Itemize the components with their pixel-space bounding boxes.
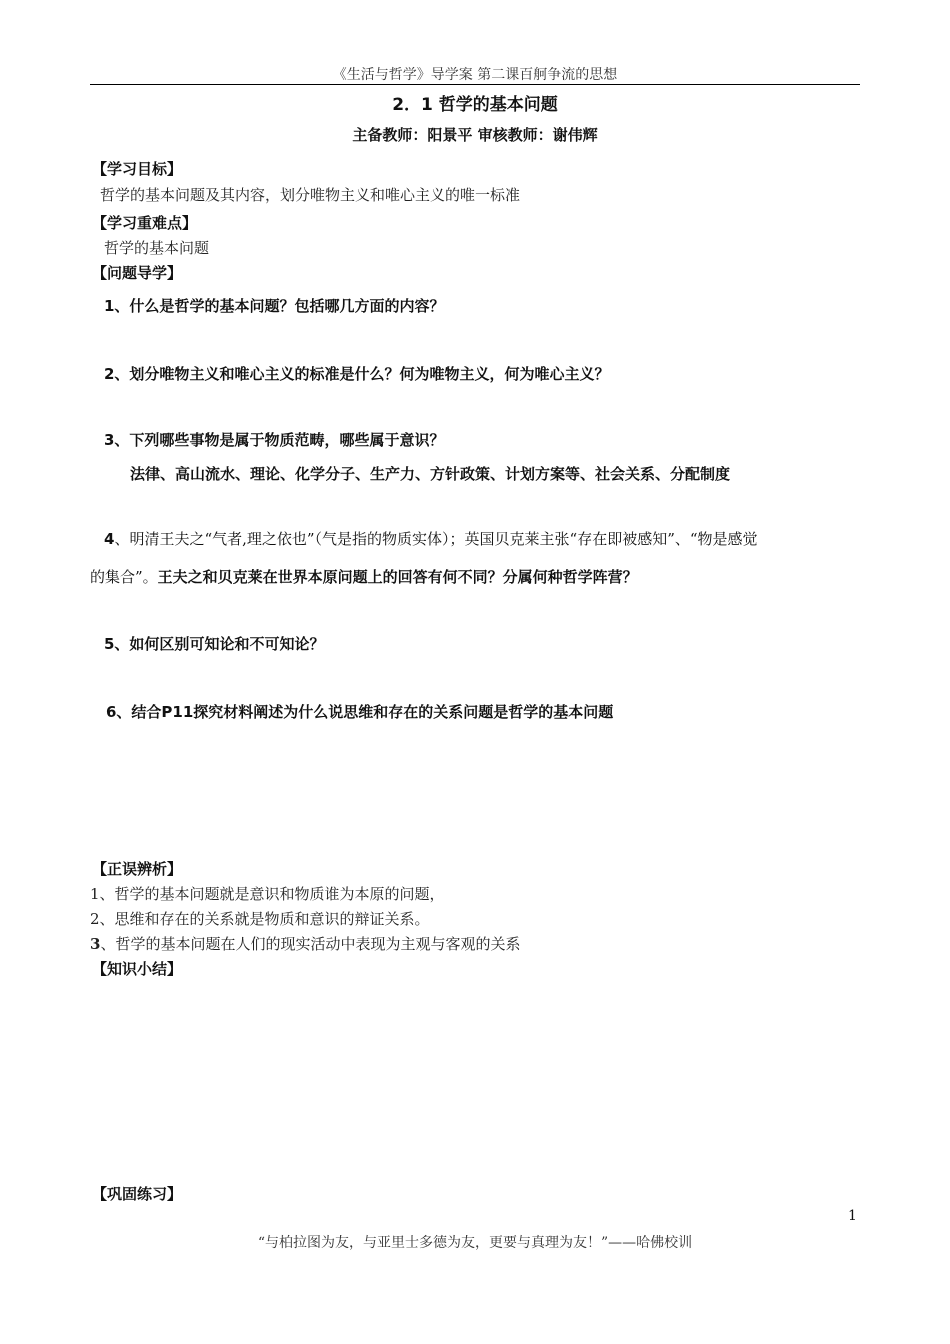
goals-heading: 【学习目标】 <box>92 160 183 178</box>
question-4-line1 <box>104 528 758 549</box>
practice-heading: 【巩固练习】 <box>92 1185 183 1203</box>
page-number: 1 <box>848 1208 857 1224</box>
teachers-line: 主备教师：阳景平 审核教师：谢伟辉 <box>352 126 598 144</box>
question-3: 3、下列哪些事物是属于物质范畴，哪些属于意识？ <box>104 431 445 449</box>
header-rule <box>90 84 860 85</box>
question-4-quote-end: 的集合”。 <box>90 568 158 586</box>
key-heading: 【学习重难点】 <box>92 214 198 232</box>
question-4-line2 <box>90 566 638 587</box>
correction-item-3-number: 3 <box>90 935 101 953</box>
question-5: 5、如何区别可知论和不可知论？ <box>104 635 325 653</box>
question-1: 1、什么是哲学的基本问题？包括哪几方面的内容？ <box>104 297 445 315</box>
correction-item-3-text: 、哲学的基本问题在人们的现实活动中表现为主观与客观的关系 <box>100 935 521 953</box>
page-title: 2．1 哲学的基本问题 <box>392 95 558 115</box>
guide-heading: 【问题导学】 <box>92 264 183 282</box>
correction-heading: 【正误辨析】 <box>92 860 183 878</box>
question-3-items: 法律、高山流水、理论、化学分子、生产力、方针政策、计划方案等、社会关系、分配制度 <box>130 465 731 483</box>
question-2: 2、划分唯物主义和唯心主义的标准是什么？何为唯物主义，何为唯心主义？ <box>104 365 610 383</box>
key-text: 哲学的基本问题 <box>104 239 210 257</box>
question-4-prompt: 王夫之和贝克莱在世界本原问题上的回答有何不同？分属何种哲学阵营？ <box>157 568 638 586</box>
running-header: 《生活与哲学》导学案 第二课百舸争流的思想 <box>332 67 618 83</box>
correction-item-1: 1、哲学的基本问题就是意识和物质谁为本原的问题， <box>90 885 445 903</box>
question-4-number: 4 <box>104 530 115 548</box>
question-6: 6、结合P11探究材料阐述为什么说思维和存在的关系问题是哲学的基本问题 <box>106 703 614 721</box>
question-4-quote: 、明清王夫之“气者,理之依也”（气是指的物质实体）；英国贝克莱主张“存在即被感知”、“物是感觉 <box>114 530 758 548</box>
footer-quote: “与柏拉图为友，与亚里士多德为友，更要与真理为友！”——哈佛校训 <box>257 1235 693 1251</box>
summary-heading: 【知识小结】 <box>92 960 183 978</box>
correction-item-2: 2、思维和存在的关系就是物质和意识的辩证关系。 <box>90 910 430 928</box>
correction-item-3 <box>90 933 520 954</box>
goals-text: 哲学的基本问题及其内容，划分唯物主义和唯心主义的唯一标准 <box>100 186 521 204</box>
